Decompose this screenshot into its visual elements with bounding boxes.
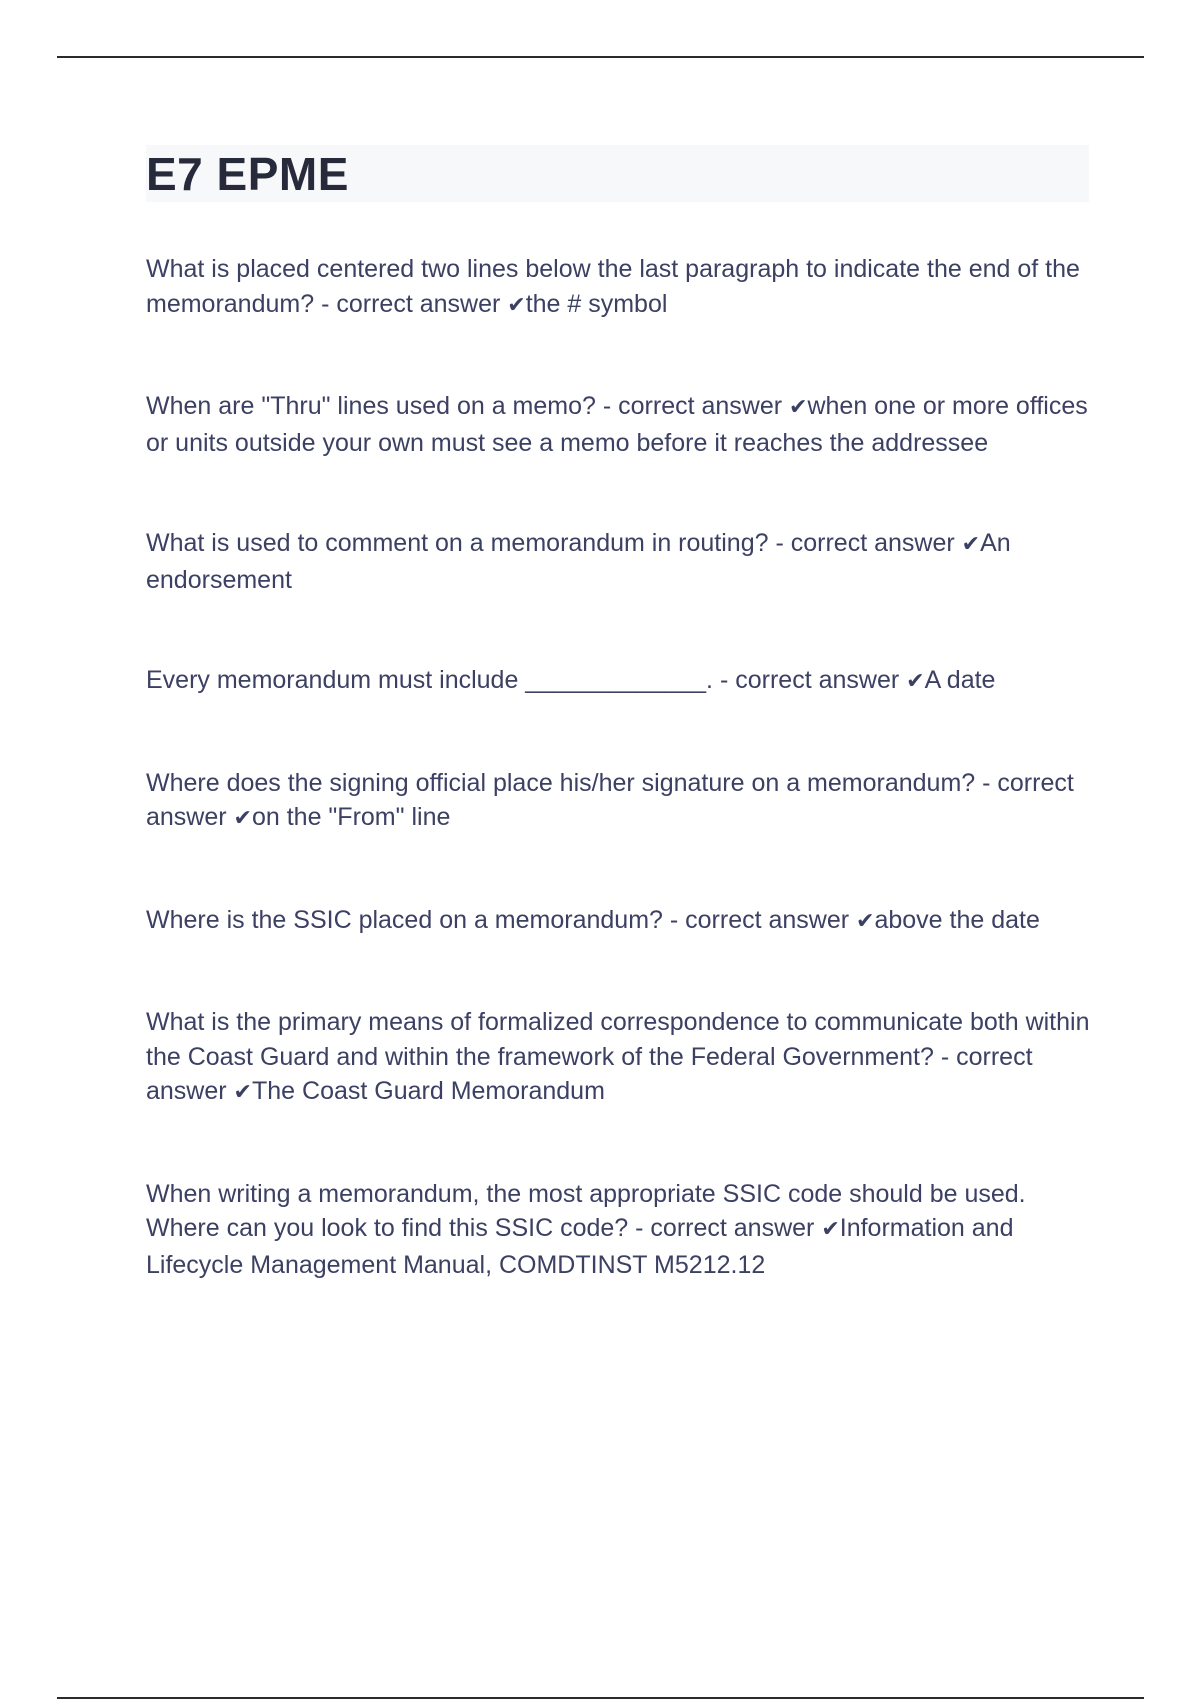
qa-item (146, 766, 1091, 837)
question-text: Where does the signing official place his/her signature on a memorandum? (146, 768, 976, 797)
check-mark-icon: ✔ (961, 532, 981, 557)
answer-text: Information and Lifecycle Management Manual, COMDTINST M5212.12 (146, 1214, 1021, 1279)
check-mark-icon: ✔ (856, 908, 875, 934)
question-text: Where is the SSIC placed on a memorandum? (146, 905, 663, 934)
qa-list (146, 252, 1095, 1282)
check-mark-icon: ✔ (906, 669, 925, 694)
answer-separator: - correct answer (662, 905, 857, 934)
answer-separator: - correct answer (146, 1042, 1033, 1105)
title-band (146, 145, 1089, 202)
answer-text: A date (924, 666, 996, 694)
document-title: E7 EPME (146, 147, 349, 200)
qa-item (146, 1177, 1091, 1283)
qa-item (146, 389, 1095, 460)
answer-separator: - correct answer (595, 392, 790, 420)
check-mark-icon: ✔ (507, 292, 526, 318)
check-mark-icon: ✔ (789, 395, 808, 420)
answer-text: when one or more offices or units outside your own must see a memo before it reaches the addressee (146, 392, 1095, 457)
answer-separator: - correct answer (314, 289, 508, 318)
answer-text: above the date (874, 905, 1040, 934)
bottom-rule (57, 1697, 1144, 1699)
answer-separator: - correct answer (768, 529, 962, 557)
answer-text: The Coast Guard Memorandum (251, 1077, 605, 1105)
qa-item (146, 903, 1091, 940)
question-text: What is placed centered two lines below the last paragraph to indicate the end of the memorandum? (146, 255, 1080, 318)
question-text: What is used to comment on a memorandum in routing? (146, 529, 769, 557)
check-mark-icon: ✔ (233, 1080, 252, 1105)
question-text: What is the primary means of formalized correspondence to communicate both within the Coast Guard and within the framework of the Federal Government? (146, 1008, 1090, 1071)
check-mark-icon: ✔ (821, 1217, 840, 1242)
question-text: Every memorandum must include _____________. (146, 666, 714, 694)
check-mark-icon: ✔ (233, 806, 252, 831)
answer-separator: - correct answer (146, 768, 1074, 831)
top-rule (57, 56, 1144, 58)
answer-separator: - correct answer (713, 666, 907, 694)
answer-text: the # symbol (525, 289, 668, 318)
question-text: When are "Thru" lines used on a memo? (146, 392, 596, 420)
qa-item (146, 526, 1091, 597)
qa-item (146, 663, 1091, 700)
answer-separator: - correct answer (628, 1214, 822, 1242)
question-text: When writing a memorandum, the most appropriate SSIC code should be used. Where can you look to find this SSIC code? (146, 1179, 1026, 1242)
answer-text: on the "From" line (251, 803, 451, 831)
qa-item (146, 252, 1091, 323)
qa-item (146, 1005, 1091, 1111)
answer-text: An endorsement (146, 529, 1018, 594)
